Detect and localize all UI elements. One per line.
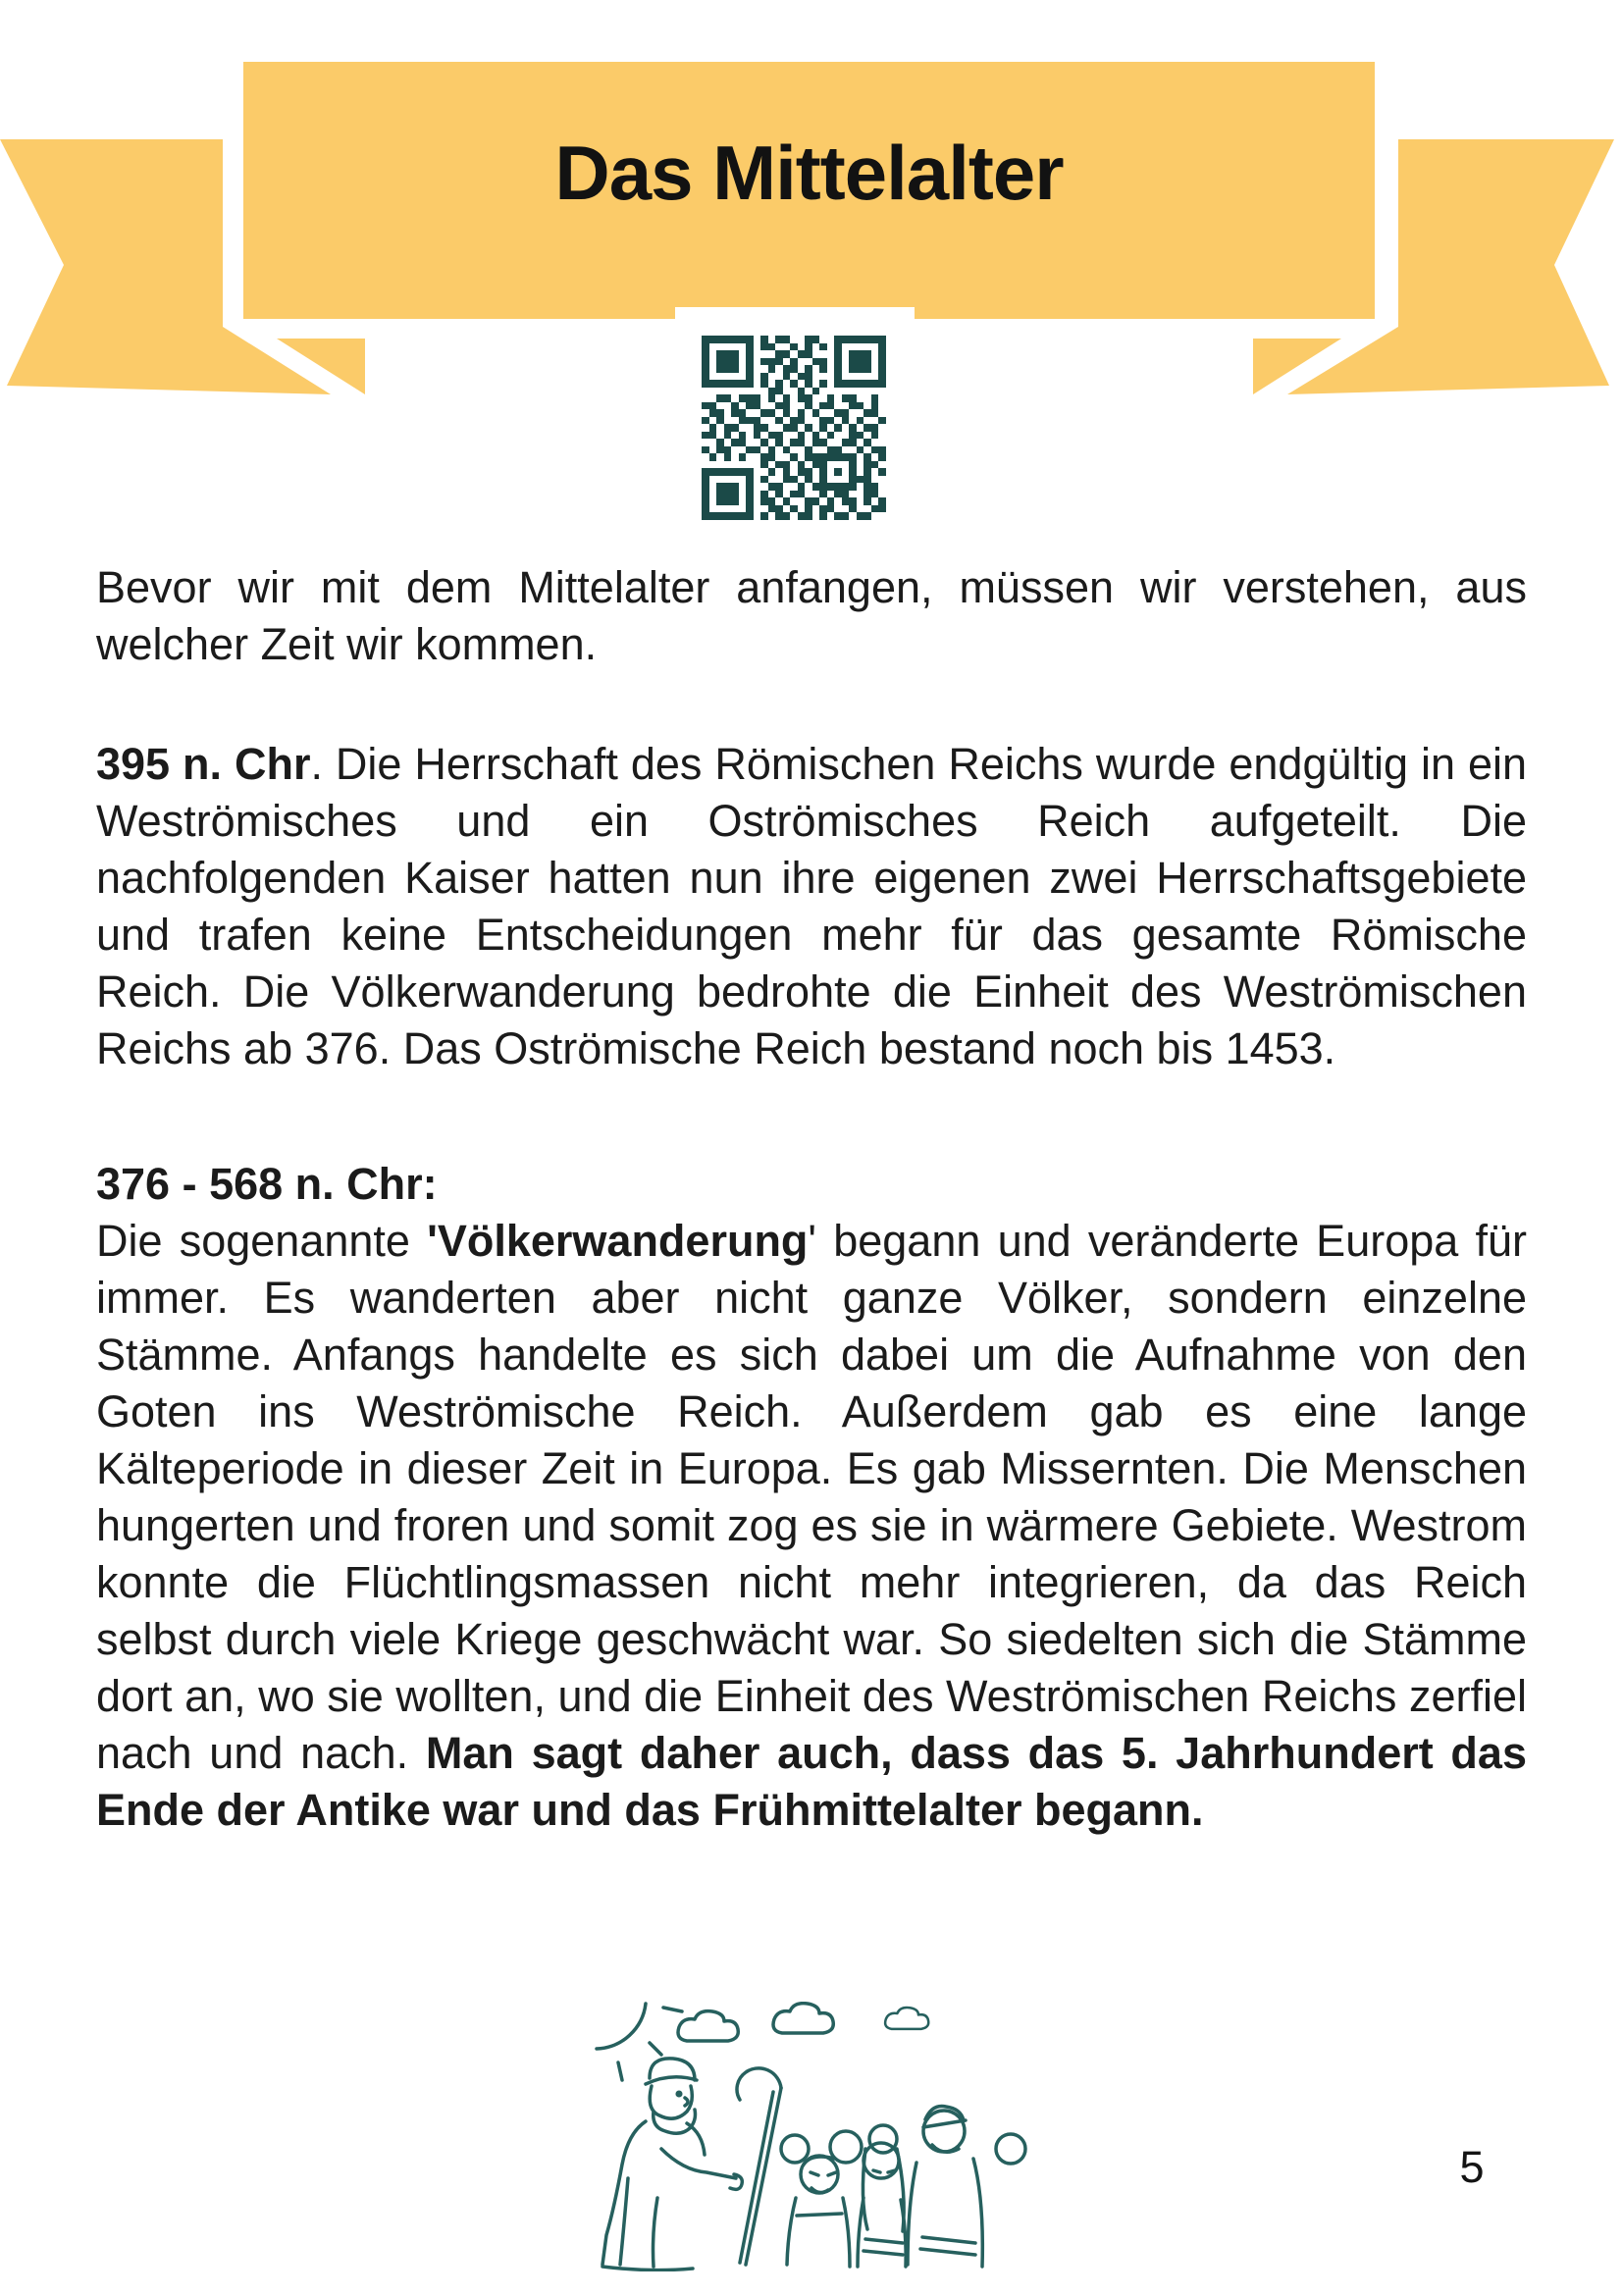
qr-row (702, 483, 886, 491)
qr-row (702, 432, 886, 440)
bold-text-segment: 395 n. Chr (96, 739, 311, 789)
qr-row (702, 373, 886, 381)
migration-illustration (589, 2002, 1055, 2271)
page-title: Das Mittelalter (554, 130, 1064, 216)
body-text (96, 559, 1527, 1839)
bold-text-segment: Man sagt daher auch, dass das 5. Jahrhundert das Ende der Antike war und das Frühmittelalter begann. (96, 1728, 1527, 1835)
text-segment: . Die Herrschaft des Römischen Reichs wurde endgültig in ein Weströmisches und ein Oströmisches Reich aufgeteilt. Die nachfolgenden Kaiser hatten nun ihre eigenen zwei Herrschaftsgebiete und trafen keine Entscheidungen mehr für das gesamte Römische Reich. Die Völkerwanderung bedrohte die Einheit des Weströmischen Reichs ab 376. Das Oströmische Reich bestand noch bis 1453. (96, 739, 1527, 1073)
qr-code (702, 336, 886, 520)
paragraph (96, 559, 1527, 673)
staff-icon (737, 2068, 781, 2265)
cloud-icon (678, 2011, 738, 2041)
qr-row (702, 476, 886, 484)
paragraph-heading: 376 - 568 n. Chr: (96, 1159, 438, 1209)
qr-row (702, 365, 886, 373)
banner-qr-notch (675, 307, 915, 320)
qr-row (702, 424, 886, 432)
qr-row (702, 358, 886, 366)
qr-row (702, 394, 886, 402)
qr-row (702, 343, 886, 351)
qr-row (702, 461, 886, 469)
woman-figure (858, 2143, 906, 2267)
text-segment: ' begann und veränderte Europa für immer. Es wanderten aber nicht ganze Völker, sondern einzelne Stämme. Anfangs handelte es sich dabei um die Aufnahme von den Goten ins Weströmische Reich. Außerdem gab es eine lange Kälteperiode in dieser Zeit in Europa. Es gab Missernten. Die Menschen hungerten und froren und somit zog es sie in wärmere Gebiete. Westrom konnte die Flüchtlingsmassen nicht mehr integrieren, da das Reich selbst durch viele Kriege geschwächt war. So siedelten sich die Stämme dort an, wo sie wollten, und die Einheit des Weströmischen Reichs zerfiel nach und nach. (96, 1216, 1527, 1778)
page-number: 5 (1459, 2142, 1485, 2192)
qr-row (702, 446, 886, 454)
text-segment: Bevor wir mit dem Mittelalter anfangen, müssen wir verstehen, aus welcher Zeit wir kommen. (96, 562, 1527, 669)
crowd-head (996, 2134, 1025, 2164)
paragraph (96, 736, 1527, 1077)
crowd-head (781, 2135, 809, 2163)
headband-man-figure (908, 2107, 982, 2267)
qr-row (702, 350, 886, 358)
paragraph (96, 1156, 1527, 1839)
qr-row (702, 439, 886, 446)
bold-text-segment: 'Völkerwanderung (427, 1216, 809, 1266)
cloud-icon (773, 2004, 833, 2033)
qr-row (702, 505, 886, 513)
qr-row (702, 409, 886, 417)
qr-row (702, 388, 886, 395)
qr-row (702, 497, 886, 505)
sun-icon (597, 2004, 646, 2049)
qr-row (702, 491, 886, 498)
qr-row (702, 453, 886, 461)
cloud-icon (885, 2008, 928, 2029)
qr-row (702, 336, 886, 343)
text-segment: Die sogenannte (96, 1216, 428, 1266)
shepherd-figure (602, 2059, 742, 2270)
qr-row (702, 417, 886, 425)
qr-row (702, 380, 886, 388)
man-figure (787, 2156, 850, 2267)
qr-row (702, 468, 886, 476)
qr-row (702, 512, 886, 520)
qr-row (702, 402, 886, 410)
